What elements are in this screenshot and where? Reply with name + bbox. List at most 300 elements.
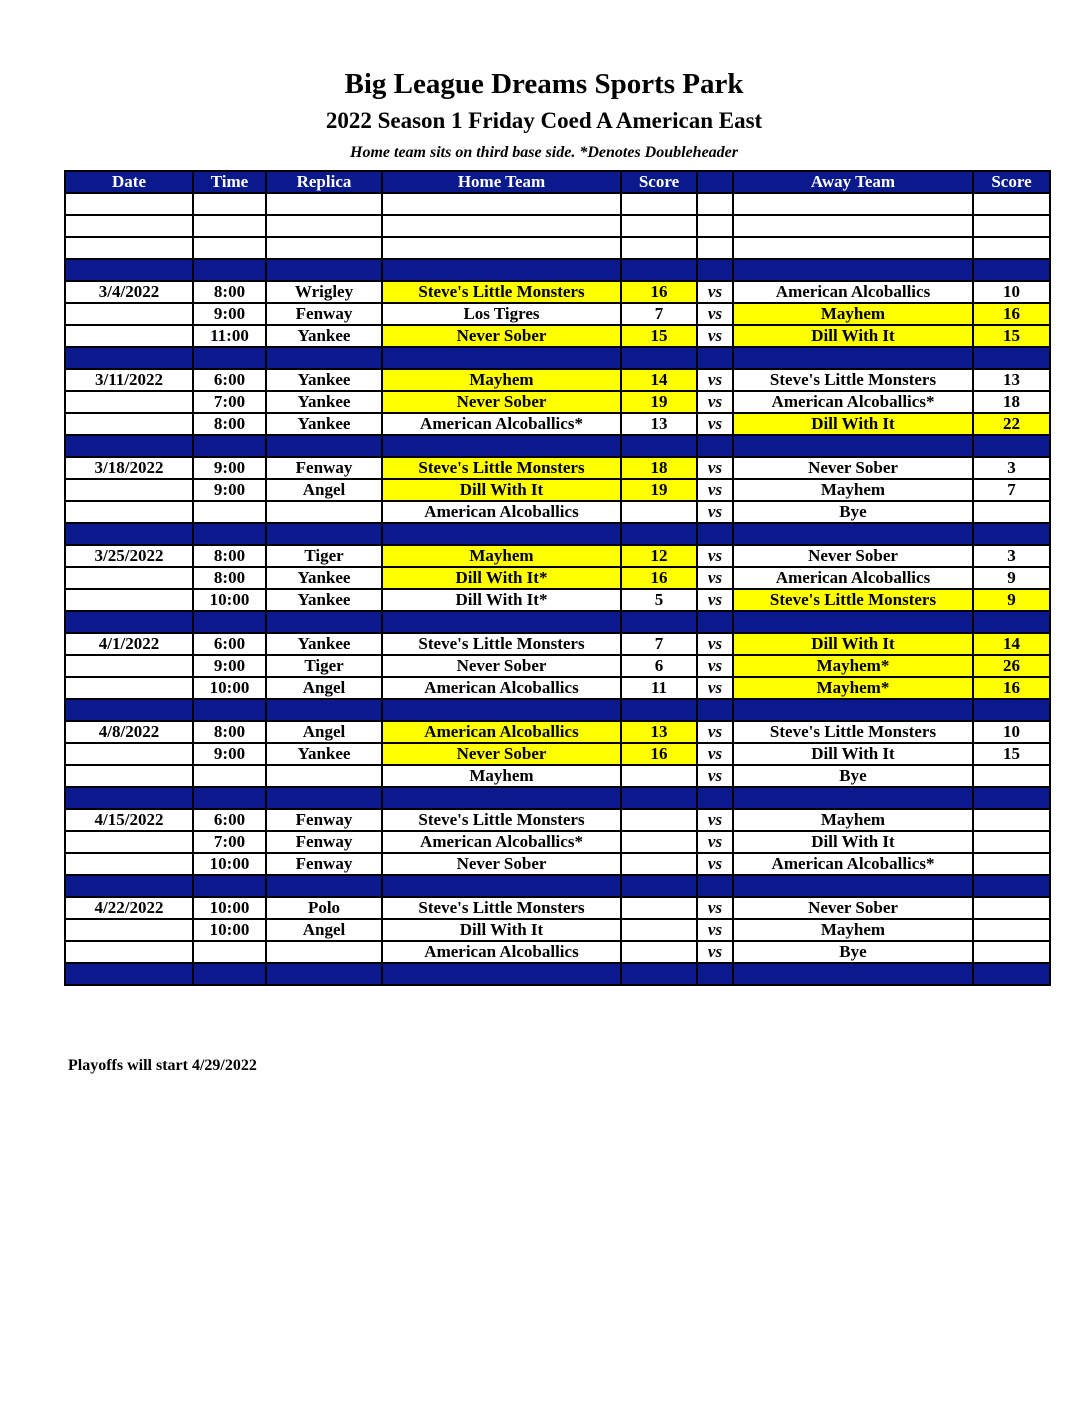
game-date: 4/1/2022 (65, 633, 193, 655)
empty-cell (973, 611, 1050, 633)
empty-cell (697, 435, 733, 457)
game-time: 9:00 (193, 479, 266, 501)
away-team: Dill With It (733, 831, 973, 853)
empty-cell (382, 347, 621, 369)
game-field: Yankee (266, 369, 382, 391)
empty-cell (382, 435, 621, 457)
away-score: 16 (973, 303, 1050, 325)
empty-cell (193, 237, 266, 259)
away-team: Mayhem* (733, 677, 973, 699)
table-row (65, 501, 1050, 523)
empty-cell (973, 435, 1050, 457)
game-date (65, 391, 193, 413)
table-row (65, 677, 1050, 699)
separator-row (65, 963, 1050, 985)
empty-cell (266, 215, 382, 237)
empty-cell (65, 611, 193, 633)
game-date (65, 479, 193, 501)
empty-cell (266, 875, 382, 897)
empty-cell (65, 523, 193, 545)
away-team: Steve's Little Monsters (733, 589, 973, 611)
away-score: 26 (973, 655, 1050, 677)
game-field: Angel (266, 721, 382, 743)
away-score: 10 (973, 721, 1050, 743)
col-header-date: Date (65, 171, 193, 193)
game-time: 8:00 (193, 281, 266, 303)
empty-cell (973, 347, 1050, 369)
home-score: 16 (621, 567, 697, 589)
home-team: American Alcoballics (382, 941, 621, 963)
game-date: 3/4/2022 (65, 281, 193, 303)
empty-cell (697, 523, 733, 545)
home-score: 15 (621, 325, 697, 347)
empty-cell (65, 193, 193, 215)
game-time: 9:00 (193, 743, 266, 765)
game-date (65, 677, 193, 699)
home-score: 6 (621, 655, 697, 677)
home-score: 11 (621, 677, 697, 699)
empty-cell (193, 699, 266, 721)
blank-row (65, 193, 1050, 215)
game-date (65, 853, 193, 875)
table-row (65, 941, 1050, 963)
away-team: Bye (733, 501, 973, 523)
empty-cell (621, 611, 697, 633)
table-row (65, 853, 1050, 875)
empty-cell (697, 347, 733, 369)
vs-label: vs (697, 589, 733, 611)
game-time: 10:00 (193, 677, 266, 699)
away-team: Dill With It (733, 325, 973, 347)
home-score: 13 (621, 413, 697, 435)
separator-row (65, 787, 1050, 809)
vs-label: vs (697, 743, 733, 765)
table-row (65, 391, 1050, 413)
separator-row (65, 523, 1050, 545)
away-score: 9 (973, 567, 1050, 589)
empty-cell (266, 237, 382, 259)
away-score (973, 809, 1050, 831)
col-header-home-score: Score (621, 171, 697, 193)
empty-cell (193, 193, 266, 215)
empty-cell (733, 963, 973, 985)
home-team: American Alcoballics* (382, 831, 621, 853)
empty-cell (266, 259, 382, 281)
home-team: Steve's Little Monsters (382, 809, 621, 831)
game-field: Fenway (266, 853, 382, 875)
game-date (65, 501, 193, 523)
away-score: 16 (973, 677, 1050, 699)
table-row (65, 281, 1050, 303)
away-score: 22 (973, 413, 1050, 435)
empty-cell (697, 699, 733, 721)
game-date (65, 413, 193, 435)
game-time: 10:00 (193, 589, 266, 611)
game-field: Fenway (266, 457, 382, 479)
table-row (65, 831, 1050, 853)
playoffs-note: Playoffs will start 4/29/2022 (68, 1057, 257, 1074)
vs-label: vs (697, 677, 733, 699)
game-date: 3/18/2022 (65, 457, 193, 479)
game-date (65, 303, 193, 325)
game-date (65, 941, 193, 963)
col-header-time: Time (193, 171, 266, 193)
away-score: 3 (973, 457, 1050, 479)
game-field: Yankee (266, 589, 382, 611)
empty-cell (382, 875, 621, 897)
vs-label: vs (697, 809, 733, 831)
empty-cell (733, 523, 973, 545)
empty-cell (65, 787, 193, 809)
game-time: 8:00 (193, 545, 266, 567)
away-team: Mayhem (733, 303, 973, 325)
game-time (193, 941, 266, 963)
empty-cell (65, 347, 193, 369)
empty-cell (621, 215, 697, 237)
table-header-row (65, 171, 1050, 193)
table-row (65, 325, 1050, 347)
game-date (65, 589, 193, 611)
away-team: Dill With It (733, 743, 973, 765)
away-score: 3 (973, 545, 1050, 567)
home-team: Steve's Little Monsters (382, 281, 621, 303)
home-team: Dill With It (382, 479, 621, 501)
empty-cell (193, 787, 266, 809)
empty-cell (65, 963, 193, 985)
empty-cell (733, 435, 973, 457)
empty-cell (382, 259, 621, 281)
game-time: 6:00 (193, 809, 266, 831)
away-score: 15 (973, 325, 1050, 347)
table-row (65, 457, 1050, 479)
home-score: 13 (621, 721, 697, 743)
empty-cell (382, 193, 621, 215)
home-team: American Alcoballics (382, 501, 621, 523)
away-team: Mayhem (733, 479, 973, 501)
empty-cell (621, 523, 697, 545)
away-team: Never Sober (733, 457, 973, 479)
empty-cell (733, 611, 973, 633)
game-field: Fenway (266, 831, 382, 853)
game-field (266, 941, 382, 963)
vs-label: vs (697, 391, 733, 413)
vs-label: vs (697, 369, 733, 391)
empty-cell (193, 523, 266, 545)
away-score: 18 (973, 391, 1050, 413)
empty-cell (65, 435, 193, 457)
vs-label: vs (697, 567, 733, 589)
game-time: 7:00 (193, 391, 266, 413)
vs-label: vs (697, 765, 733, 787)
empty-cell (697, 259, 733, 281)
empty-cell (733, 787, 973, 809)
game-field: Fenway (266, 303, 382, 325)
vs-label: vs (697, 831, 733, 853)
empty-cell (733, 259, 973, 281)
home-team: Mayhem (382, 369, 621, 391)
vs-label: vs (697, 281, 733, 303)
away-team: Steve's Little Monsters (733, 369, 973, 391)
page-subtitle: 2022 Season 1 Friday Coed A American East (325, 108, 763, 133)
home-team: Mayhem (382, 545, 621, 567)
empty-cell (697, 787, 733, 809)
game-time: 10:00 (193, 919, 266, 941)
separator-row (65, 611, 1050, 633)
col-header-away-team: Away Team (733, 171, 973, 193)
separator-row (65, 259, 1050, 281)
col-header-replica: Replica (266, 171, 382, 193)
vs-label: vs (697, 545, 733, 567)
game-field: Polo (266, 897, 382, 919)
game-time: 8:00 (193, 721, 266, 743)
empty-cell (65, 237, 193, 259)
empty-cell (621, 347, 697, 369)
away-team: Mayhem (733, 809, 973, 831)
empty-cell (697, 215, 733, 237)
game-time (193, 501, 266, 523)
empty-cell (697, 237, 733, 259)
page-title: Big League Dreams Sports Park (344, 68, 744, 100)
away-team: Mayhem (733, 919, 973, 941)
game-time: 6:00 (193, 369, 266, 391)
empty-cell (382, 523, 621, 545)
blank-row (65, 215, 1050, 237)
home-team: Never Sober (382, 853, 621, 875)
empty-cell (266, 787, 382, 809)
home-score (621, 941, 697, 963)
away-score: 9 (973, 589, 1050, 611)
game-time: 8:00 (193, 567, 266, 589)
empty-cell (733, 347, 973, 369)
home-team: Never Sober (382, 655, 621, 677)
home-score: 19 (621, 479, 697, 501)
empty-cell (65, 875, 193, 897)
table-row (65, 919, 1050, 941)
game-field: Yankee (266, 567, 382, 589)
empty-cell (266, 611, 382, 633)
vs-label: vs (697, 325, 733, 347)
away-team: Never Sober (733, 545, 973, 567)
game-time: 11:00 (193, 325, 266, 347)
table-row (65, 765, 1050, 787)
empty-cell (266, 347, 382, 369)
table-row (65, 809, 1050, 831)
separator-row (65, 347, 1050, 369)
game-time: 7:00 (193, 831, 266, 853)
empty-cell (621, 787, 697, 809)
empty-cell (973, 875, 1050, 897)
empty-cell (973, 523, 1050, 545)
empty-cell (621, 963, 697, 985)
table-row (65, 303, 1050, 325)
away-score (973, 919, 1050, 941)
empty-cell (733, 875, 973, 897)
away-score (973, 853, 1050, 875)
table-row (65, 633, 1050, 655)
away-score (973, 941, 1050, 963)
empty-cell (973, 237, 1050, 259)
game-field: Angel (266, 479, 382, 501)
empty-cell (621, 435, 697, 457)
away-score: 10 (973, 281, 1050, 303)
game-date (65, 325, 193, 347)
vs-label: vs (697, 897, 733, 919)
empty-cell (621, 875, 697, 897)
vs-label: vs (697, 721, 733, 743)
empty-cell (193, 347, 266, 369)
home-team: Dill With It* (382, 589, 621, 611)
game-time: 10:00 (193, 897, 266, 919)
away-team: Bye (733, 941, 973, 963)
empty-cell (973, 215, 1050, 237)
empty-cell (193, 611, 266, 633)
empty-cell (382, 699, 621, 721)
empty-cell (621, 699, 697, 721)
game-date (65, 655, 193, 677)
game-time: 6:00 (193, 633, 266, 655)
table-row (65, 369, 1050, 391)
away-score (973, 897, 1050, 919)
game-time: 10:00 (193, 853, 266, 875)
game-date (65, 743, 193, 765)
home-score (621, 919, 697, 941)
away-team: Bye (733, 765, 973, 787)
game-field: Yankee (266, 413, 382, 435)
game-date: 4/22/2022 (65, 897, 193, 919)
table-row (65, 479, 1050, 501)
empty-cell (382, 237, 621, 259)
empty-cell (266, 963, 382, 985)
away-score (973, 765, 1050, 787)
game-field (266, 501, 382, 523)
away-score: 7 (973, 479, 1050, 501)
table-row (65, 567, 1050, 589)
empty-cell (697, 875, 733, 897)
home-team: Steve's Little Monsters (382, 897, 621, 919)
blank-row (65, 237, 1050, 259)
schedule-note: Home team sits on third base side. *Denotes Doubleheader (350, 144, 738, 161)
away-team: Mayhem* (733, 655, 973, 677)
game-date (65, 567, 193, 589)
empty-cell (382, 215, 621, 237)
home-score (621, 853, 697, 875)
home-team: American Alcoballics (382, 677, 621, 699)
game-field: Fenway (266, 809, 382, 831)
empty-cell (65, 215, 193, 237)
vs-label: vs (697, 479, 733, 501)
game-time (193, 765, 266, 787)
empty-cell (193, 963, 266, 985)
vs-label: vs (697, 655, 733, 677)
schedule-body (65, 193, 1050, 985)
col-header-away-score: Score (973, 171, 1050, 193)
game-field: Yankee (266, 325, 382, 347)
game-time: 9:00 (193, 655, 266, 677)
table-row (65, 655, 1050, 677)
empty-cell (193, 875, 266, 897)
game-date (65, 919, 193, 941)
col-header-home-team: Home Team (382, 171, 621, 193)
table-row (65, 721, 1050, 743)
empty-cell (65, 259, 193, 281)
vs-label: vs (697, 413, 733, 435)
game-date (65, 765, 193, 787)
game-field: Yankee (266, 391, 382, 413)
away-score: 15 (973, 743, 1050, 765)
empty-cell (65, 699, 193, 721)
away-team: American Alcoballics (733, 281, 973, 303)
empty-cell (266, 193, 382, 215)
separator-row (65, 435, 1050, 457)
empty-cell (733, 237, 973, 259)
home-score: 12 (621, 545, 697, 567)
empty-cell (733, 215, 973, 237)
empty-cell (193, 435, 266, 457)
home-score (621, 897, 697, 919)
home-score (621, 809, 697, 831)
empty-cell (733, 193, 973, 215)
home-team: Los Tigres (382, 303, 621, 325)
away-score (973, 501, 1050, 523)
game-field: Tiger (266, 545, 382, 567)
game-time: 9:00 (193, 457, 266, 479)
game-date (65, 831, 193, 853)
home-score: 14 (621, 369, 697, 391)
separator-row (65, 875, 1050, 897)
away-team: Dill With It (733, 413, 973, 435)
game-field: Angel (266, 919, 382, 941)
home-team: Dill With It* (382, 567, 621, 589)
home-team: Never Sober (382, 743, 621, 765)
empty-cell (266, 699, 382, 721)
empty-cell (382, 611, 621, 633)
game-field (266, 765, 382, 787)
game-date: 3/25/2022 (65, 545, 193, 567)
game-field: Angel (266, 677, 382, 699)
table-row (65, 545, 1050, 567)
home-team: American Alcoballics (382, 721, 621, 743)
empty-cell (621, 259, 697, 281)
empty-cell (266, 523, 382, 545)
empty-cell (193, 259, 266, 281)
empty-cell (733, 699, 973, 721)
vs-label: vs (697, 457, 733, 479)
empty-cell (973, 787, 1050, 809)
empty-cell (266, 435, 382, 457)
vs-label: vs (697, 919, 733, 941)
table-row (65, 413, 1050, 435)
home-team: American Alcoballics* (382, 413, 621, 435)
game-field: Tiger (266, 655, 382, 677)
home-team: Dill With It (382, 919, 621, 941)
empty-cell (382, 963, 621, 985)
table-row (65, 743, 1050, 765)
empty-cell (973, 193, 1050, 215)
home-score (621, 765, 697, 787)
empty-cell (973, 259, 1050, 281)
away-team: American Alcoballics* (733, 391, 973, 413)
empty-cell (697, 611, 733, 633)
vs-label: vs (697, 303, 733, 325)
home-score: 16 (621, 281, 697, 303)
empty-cell (973, 963, 1050, 985)
home-score: 7 (621, 303, 697, 325)
away-team: Never Sober (733, 897, 973, 919)
game-field: Yankee (266, 743, 382, 765)
home-team: Never Sober (382, 325, 621, 347)
game-field: Wrigley (266, 281, 382, 303)
table-row (65, 897, 1050, 919)
